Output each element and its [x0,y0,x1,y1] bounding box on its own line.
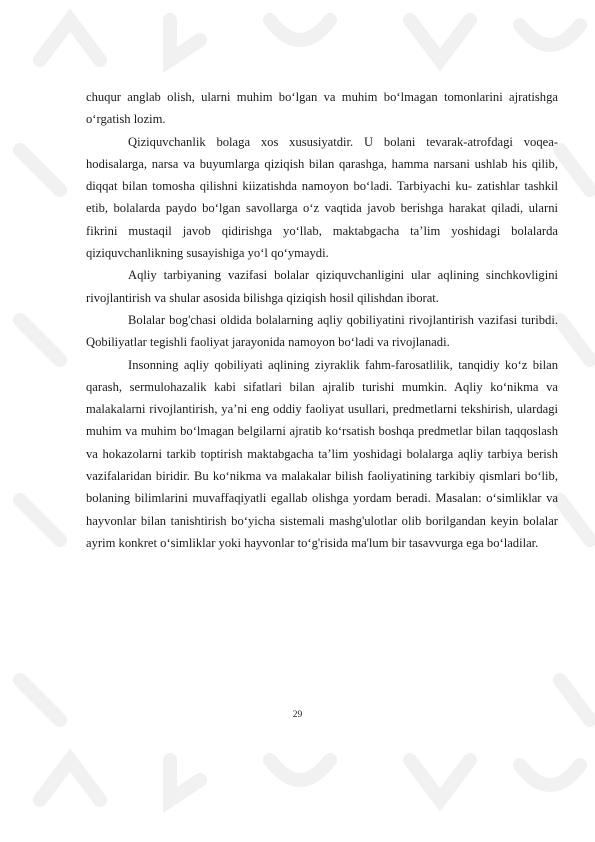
paragraph-2: Qiziquvchanlik bolaga xos xususiyatdir. U bolani tevarak-atrofdagi voqea-hodisalarga, narsa va buyumlarga qiziqish bilan qarashga, hamma narsani ushlab his qilib, diqqat bilan tomosha qilishni kiizatishda namoyon bo‘ladi. Tarbiyachi ku- zatishlar tashkil etib, bolalarda paydo bo‘lgan savollarga o‘z vaqtida javob berishga harakat qiladi, ularni fikrini mustaqil javob qidirishga yo‘llab, maktabgacha ta’lim yoshidagi bolalarda qiziquvchanlikning susayishiga yo‘l qo‘ymaydi. [86,134,558,261]
paragraph-5: Insonning aqliy qobiliyati aqlining ziyraklik fahm-farosatlilik, tanqidiy ko‘z bilan qarash, sermulohazalik kabi sifatlari bilan ajralib turishi mumkin. Aqliy ko‘nikma va malakalarni rivojlantirish, ya’ni eng oddiy faoliyat usullari, predmetlarni tekshirish, ulardagi muhim va muhim bo‘lmagan belgilarni ajratib ko‘rsatish boshqa predmetlar bilan taqqoslash va hokazolarni tarkib toptirish maktabgacha ta’lim yoshidagi bolalarga aqliy tarbiya berish vazifalaridan biridir. Bu ko‘nikma va malakalar bilish faoliyatining tarkibiy qismlari bo‘lib, bolaning bilimlarini muvaffaqiyatli egallab olishga yordam beradi. Masalan: o‘simliklar va hayvonlar bilan tanishtirish bo‘yicha sistemali mashg'ulotlar olib borilgandan keyin bolalar ayrim konkret o‘simliklar yoki hayvonlar to‘g'risida ma'lum bir tasavvurga ega bo‘ladilar. [86,357,558,550]
paragraph-3: Aqliy tarbiyaning vazifasi bolalar qiziquvchanligini ular aqlining sinchkovligini rivojlantirish va shular asosida bilishga qiziqish hosil qilishdan iborat. [86,268,558,305]
paragraph-4: Bolalar bog'chasi oldida bolalarning aqliy qobiliyatini rivojlantirish vazifasi turibdi. Qobiliyatlar tegishli faoliyat jarayonida namoyon bo‘ladi va rivojlanadi. [86,312,558,350]
paragraph-1: chuqur anglab olish, ularni muhim bo‘lgan va muhim bo‘lmagan tomonlarini ajratishga o‘rgatish lozim. [86,90,558,127]
document-page [86,86,558,554]
page-number: 29 [292,710,303,720]
